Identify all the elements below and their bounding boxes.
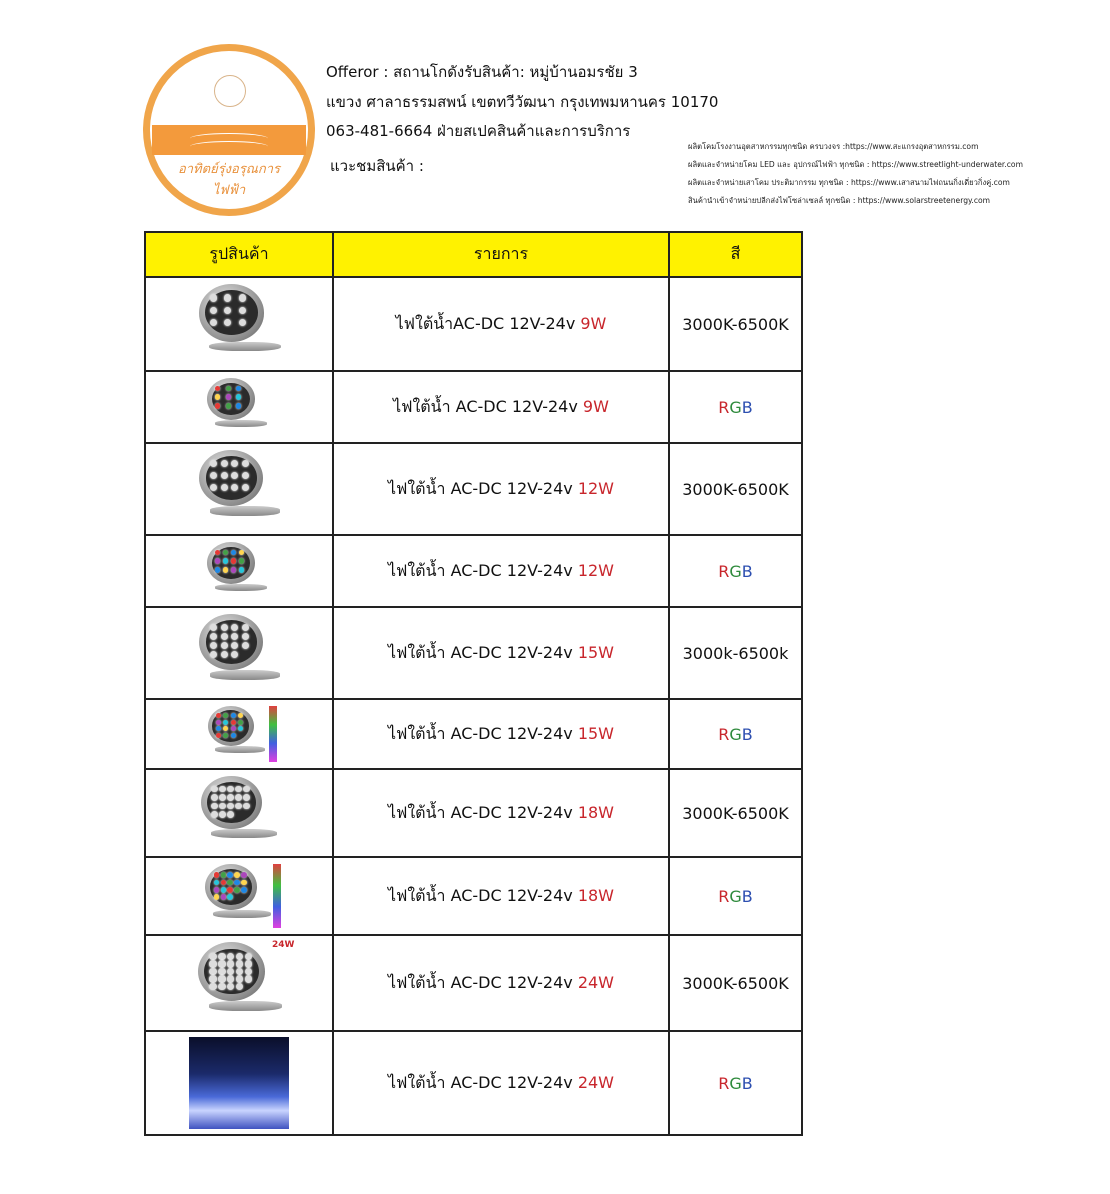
color-value: RGB	[718, 1073, 753, 1093]
link-factory[interactable]: ผลิตโคมโรงงานอุตสาหกรรมทุกชนิด ครบวงจร :https://www.สะแกรงอุตสาหกรรม.com	[688, 142, 979, 151]
table-row	[145, 371, 802, 443]
underwater-lamp-icon	[200, 542, 278, 600]
color-value: 3000K-6500K	[682, 973, 789, 993]
table-row	[145, 769, 802, 857]
color-value: RGB	[718, 561, 753, 581]
item-text: ไฟใต้น้ำ AC-DC 12V-24v	[387, 723, 578, 743]
color-value: 3000K-6500K	[682, 479, 789, 499]
product-description	[333, 443, 669, 535]
product-description	[333, 277, 669, 371]
product-color	[669, 769, 802, 857]
table-row	[145, 699, 802, 769]
wattage: 12W	[577, 560, 614, 580]
fountain-photo	[189, 1037, 289, 1129]
underwater-lamp-icon	[197, 864, 281, 928]
product-color	[669, 857, 802, 935]
company-logo	[143, 44, 315, 216]
offeror-line: Offeror : สถานโกดังรับสินค้า: หมู่บ้านอมรชัย 3	[326, 63, 638, 81]
product-image	[145, 371, 333, 443]
link-poles[interactable]: ผลิตและจำหน่ายเสาโคม ประติมากรรม ทุกชนิด : https://www.เสาสนามไฟถนนกิ่งเดี่ยวกิ่งคู่.com	[688, 178, 1010, 187]
item-text: ไฟใต้น้ำAC-DC 12V-24v	[395, 313, 581, 333]
color-value: RGB	[718, 397, 753, 417]
item-text: ไฟใต้น้ำ AC-DC 12V-24v	[387, 885, 578, 905]
table-row	[145, 857, 802, 935]
product-description	[333, 769, 669, 857]
table-row	[145, 935, 802, 1031]
underwater-lamp-icon	[188, 940, 295, 1024]
underwater-lamp-icon	[189, 284, 289, 364]
visit-line: แวะชมสินค้า :	[330, 157, 424, 175]
wattage: 12W	[577, 478, 614, 498]
table-row	[145, 443, 802, 535]
table-header-row	[145, 232, 802, 277]
product-image	[145, 935, 333, 1031]
item-text: ไฟใต้น้ำ AC-DC 12V-24v	[393, 396, 583, 416]
product-description	[333, 935, 669, 1031]
wattage: 9W	[582, 396, 609, 416]
underwater-lamp-icon	[190, 614, 288, 692]
product-image	[145, 857, 333, 935]
product-description	[333, 1031, 669, 1135]
underwater-lamp-icon	[190, 450, 288, 528]
header-image: รูปสินค้า	[145, 232, 333, 277]
product-description	[333, 535, 669, 607]
item-text: ไฟใต้น้ำ AC-DC 12V-24v	[387, 1072, 578, 1092]
color-value: 3000k-6500k	[682, 643, 789, 663]
product-description	[333, 607, 669, 699]
wattage: 9W	[580, 313, 607, 333]
product-description	[333, 371, 669, 443]
wattage: 18W	[577, 802, 614, 822]
product-image	[145, 277, 333, 371]
item-text: ไฟใต้น้ำ AC-DC 12V-24v	[387, 802, 578, 822]
product-color	[669, 443, 802, 535]
contact-line: 063-481-6664 ฝ่ายสเปคสินค้าและการบริการ	[326, 122, 631, 140]
color-value: RGB	[718, 886, 753, 906]
table-row	[145, 535, 802, 607]
product-color	[669, 277, 802, 371]
product-color	[669, 607, 802, 699]
product-color	[669, 935, 802, 1031]
color-value: 3000K-6500K	[682, 314, 789, 334]
wattage: 15W	[577, 642, 614, 662]
product-color	[669, 371, 802, 443]
color-value: 3000K-6500K	[682, 803, 789, 823]
product-color	[669, 535, 802, 607]
table-row	[145, 607, 802, 699]
link-solar[interactable]: สินค้านำเข้าจำหน่ายปลีกส่งไฟโซล่าเซลล์ ทุกชนิด : https://www.solarstreetenergy.com	[688, 196, 991, 205]
link-led[interactable]: ผลิตและจำหน่ายโคม LED และ อุปกรณ์ไฟฟ้า ทุกชนิด : https://www.streetlight-underwater.com	[688, 160, 1023, 169]
product-image	[145, 699, 333, 769]
underwater-lamp-icon	[200, 378, 278, 436]
product-color	[669, 1031, 802, 1135]
item-text: ไฟใต้น้ำ AC-DC 12V-24v	[387, 972, 578, 992]
product-table	[144, 231, 803, 1136]
color-value: RGB	[718, 724, 753, 744]
product-image	[145, 769, 333, 857]
wattage: 24W	[577, 972, 614, 992]
underwater-lamp-icon	[201, 706, 277, 762]
header-color: สี	[669, 232, 802, 277]
address-line: แขวง ศาลาธรรมสพน์ เขตทวีวัฒนา กรุงเทพมหานคร 10170	[326, 93, 719, 111]
product-description	[333, 857, 669, 935]
sun-icon	[214, 75, 246, 107]
wattage: 24W	[577, 1072, 614, 1092]
wave-icon	[190, 141, 268, 152]
header-item: รายการ	[333, 232, 669, 277]
underwater-lamp-icon	[192, 776, 286, 850]
item-text: ไฟใต้น้ำ AC-DC 12V-24v	[387, 560, 578, 580]
wattage: 15W	[577, 723, 614, 743]
product-image	[145, 607, 333, 699]
table-row	[145, 1031, 802, 1135]
image-tag-24w: 24W	[272, 940, 295, 950]
item-text: ไฟใต้น้ำ AC-DC 12V-24v	[387, 478, 578, 498]
product-color	[669, 699, 802, 769]
product-image	[145, 443, 333, 535]
table-row	[145, 277, 802, 371]
product-description	[333, 699, 669, 769]
wattage: 18W	[577, 885, 614, 905]
product-image	[145, 535, 333, 607]
item-text: ไฟใต้น้ำ AC-DC 12V-24v	[387, 642, 578, 662]
website-links	[688, 138, 1023, 210]
logo-text: อาทิตย์รุ่งอรุณการไฟฟ้า	[177, 162, 281, 198]
product-image	[145, 1031, 333, 1135]
